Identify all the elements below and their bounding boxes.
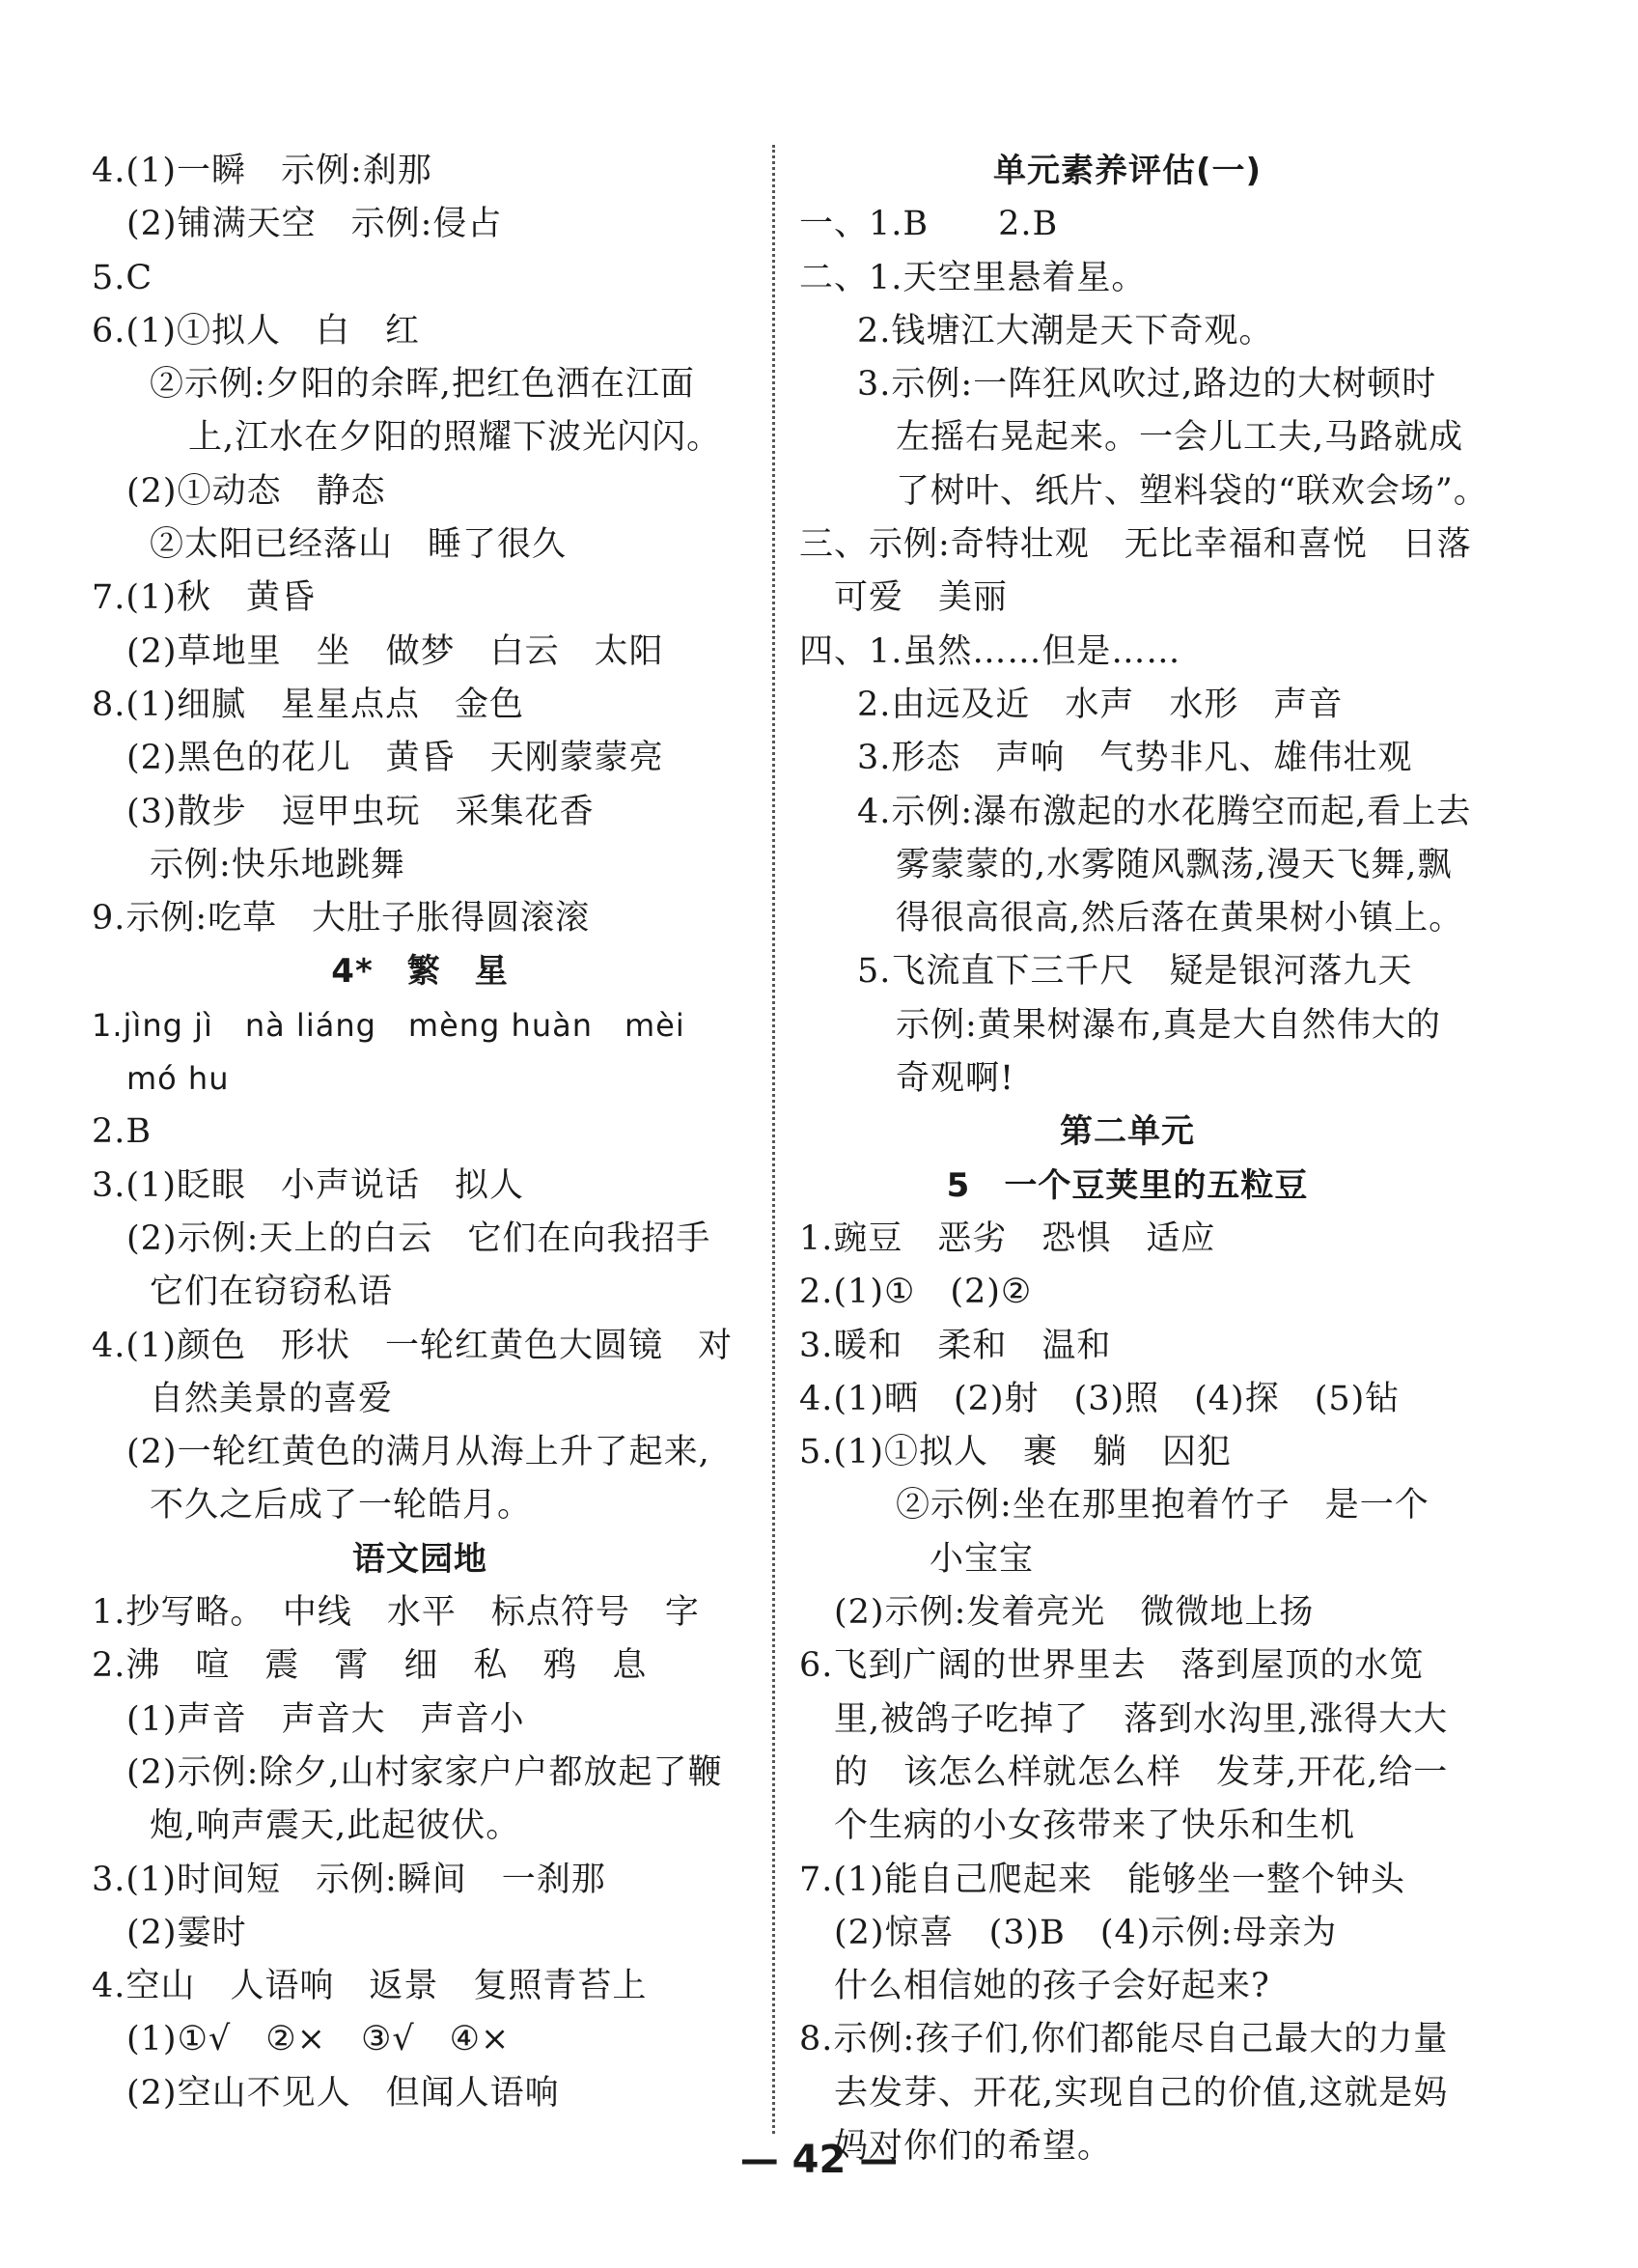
answer-line: 一、1.B 2.B: [799, 205, 1059, 244]
answer-line: 示例:快乐地跳舞: [150, 845, 405, 884]
section-heading: 4* 繁 星: [331, 952, 509, 992]
right-column: [799, 145, 1488, 2173]
answer-line: 4.空山 人语响 返景 复照青苔上: [92, 1967, 648, 2006]
answer-line: 二、1.天空里悬着星。: [799, 258, 1147, 297]
answer-line: 妈对你们的希望。: [834, 2126, 1113, 2166]
answer-line: 奇观啊!: [896, 1059, 1015, 1099]
answer-line: (2)示例:天上的白云 它们在向我招手: [126, 1218, 711, 1258]
answer-line: 个生病的小女孩带来了快乐和生机: [834, 1806, 1356, 1846]
section-heading: 第二单元: [1060, 1112, 1195, 1152]
answer-line: 5.(1)①拟人 裹 躺 囚犯: [799, 1433, 1232, 1472]
column-divider: [772, 145, 775, 2134]
answer-line: 1.jìng jì nà liáng mèng huàn mèi: [92, 1006, 685, 1044]
answer-line: (2)①动态 静态: [126, 471, 386, 511]
answer-line: (2)铺满天空 示例:侵占: [126, 205, 503, 244]
answer-line: 了树叶、纸片、塑料袋的“联欢会场”。: [896, 471, 1488, 511]
answer-line: 不久之后成了一轮皓月。: [150, 1486, 533, 1526]
answer-line: 3.(1)时间短 示例:瞬间 一刹那: [92, 1860, 606, 1899]
answer-line: 3.形态 声响 气势非凡、雄伟壮观: [857, 739, 1413, 778]
answer-line: 三、示例:奇特壮观 无比幸福和喜悦 日落: [799, 525, 1472, 565]
answer-line: 2.B: [92, 1112, 153, 1152]
answer-line: 4.(1)晒 (2)射 (3)照 (4)探 (5)钻: [799, 1379, 1401, 1418]
answer-line: 7.(1)能自己爬起来 能够坐一整个钟头: [799, 1860, 1405, 1899]
answer-line: 小宝宝: [930, 1539, 1035, 1579]
section-heading: 语文园地: [352, 1539, 487, 1579]
answer-line: 6.飞到广阔的世界里去 落到屋顶的水笕: [799, 1646, 1425, 1686]
answer-line: 8.(1)细腻 星星点点 金色: [92, 685, 524, 724]
answer-line: 1.抄写略。 中线 水平 标点符号 字: [92, 1593, 700, 1633]
answer-line: 2.(1)① (2)②: [799, 1273, 1033, 1312]
answer-line: 3.(1)眨眼 小声说话 拟人: [92, 1165, 524, 1205]
answer-line: 它们在窃窃私语: [150, 1273, 394, 1312]
answer-line: 4.(1)一瞬 示例:刹那: [92, 152, 432, 190]
answer-line: 6.(1)①拟人 白 红: [92, 311, 420, 350]
answer-line: 炮,响声震天,此起彼伏。: [150, 1806, 521, 1846]
answer-line: 4.示例:瀑布激起的水花腾空而起,看上去: [857, 792, 1472, 831]
answer-line: 左摇右晃起来。一会儿工夫,马路就成: [896, 418, 1464, 458]
answer-line: (3)散步 逗甲虫玩 采集花香: [126, 792, 595, 831]
answer-line: 2.钱塘江大潮是天下奇观。: [857, 311, 1274, 350]
answer-line: (1)①√ ②× ③√ ④×: [126, 2020, 511, 2059]
answer-line: 2.由远及近 水声 水形 声音: [857, 685, 1344, 724]
answer-line: (2)空山不见人 但闻人语响: [126, 2073, 560, 2113]
answer-line: 7.(1)秋 黄昏: [92, 578, 316, 618]
answer-line: mó hu: [126, 1060, 230, 1098]
answer-line: 1.豌豆 恶劣 恐惧 适应: [799, 1218, 1216, 1258]
answer-line: 上,江水在夕阳的照耀下波光闪闪。: [188, 418, 722, 458]
answer-line: 2.沸 喧 震 霄 细 私 鸦 息: [92, 1646, 648, 1686]
answer-line: 9.示例:吃草 大肚子胀得圆滚滚: [92, 899, 591, 938]
answer-line: 雾蒙蒙的,水雾随风飘荡,漫天飞舞,飘: [896, 845, 1453, 884]
answer-line: (1)声音 声音大 声音小: [126, 1699, 525, 1739]
answer-line: 自然美景的喜爱: [150, 1379, 394, 1418]
section-heading: 5 一个豆荚里的五粒豆: [946, 1165, 1309, 1205]
section-heading: 单元素养评估(一): [992, 152, 1263, 190]
answer-line: (2)草地里 坐 做梦 白云 太阳: [126, 631, 664, 671]
answer-line: 可爱 美丽: [834, 578, 1009, 618]
left-column: [92, 145, 748, 2120]
answer-line: 3.示例:一阵狂风吹过,路边的大树顿时: [857, 365, 1437, 405]
answer-line: (2)示例:除夕,山村家家户户都放起了鞭: [126, 1752, 723, 1792]
answer-line: 的 该怎么样就怎么样 发芽,开花,给一: [834, 1752, 1449, 1792]
answer-line: 里,被鸽子吃掉了 落到水沟里,涨得大大: [834, 1699, 1449, 1739]
answer-line: 四、1.虽然……但是……: [799, 631, 1181, 671]
answer-line: 示例:黄果树瀑布,真是大自然伟大的: [896, 1005, 1441, 1045]
answer-line: (2)示例:发着亮光 微微地上扬: [834, 1593, 1315, 1633]
answer-line: ②示例:坐在那里抱着竹子 是一个: [896, 1486, 1430, 1526]
answer-line: 3.暖和 柔和 温和: [799, 1326, 1112, 1365]
answer-line: ②示例:夕阳的余晖,把红色洒在江面: [150, 365, 695, 405]
page-number: — 42 —: [739, 2138, 899, 2182]
answer-line: 8.示例:孩子们,你们都能尽自己最大的力量: [799, 2020, 1449, 2059]
answer-line: 4.(1)颜色 形状 一轮红黄色大圆镜 对: [92, 1326, 733, 1365]
answer-line: (2)黑色的花儿 黄昏 天刚蒙蒙亮: [126, 739, 664, 778]
answer-line: 5.C: [92, 258, 153, 297]
answer-line: 去发芽、开花,实现自己的价值,这就是妈: [834, 2073, 1449, 2113]
answer-line: 得很高很高,然后落在黄果树小镇上。: [896, 899, 1464, 938]
answer-line: 5.飞流直下三千尺 疑是银河落九天: [857, 952, 1413, 992]
answer-line: (2)惊喜 (3)B (4)示例:母亲为: [834, 1913, 1338, 1952]
answer-line: (2)霎时: [126, 1913, 247, 1952]
answer-line: ②太阳已经落山 睡了很久: [150, 525, 568, 565]
answer-line: (2)一轮红黄色的满月从海上升了起来,: [126, 1433, 710, 1472]
answer-line: 什么相信她的孩子会好起来?: [834, 1967, 1270, 2006]
